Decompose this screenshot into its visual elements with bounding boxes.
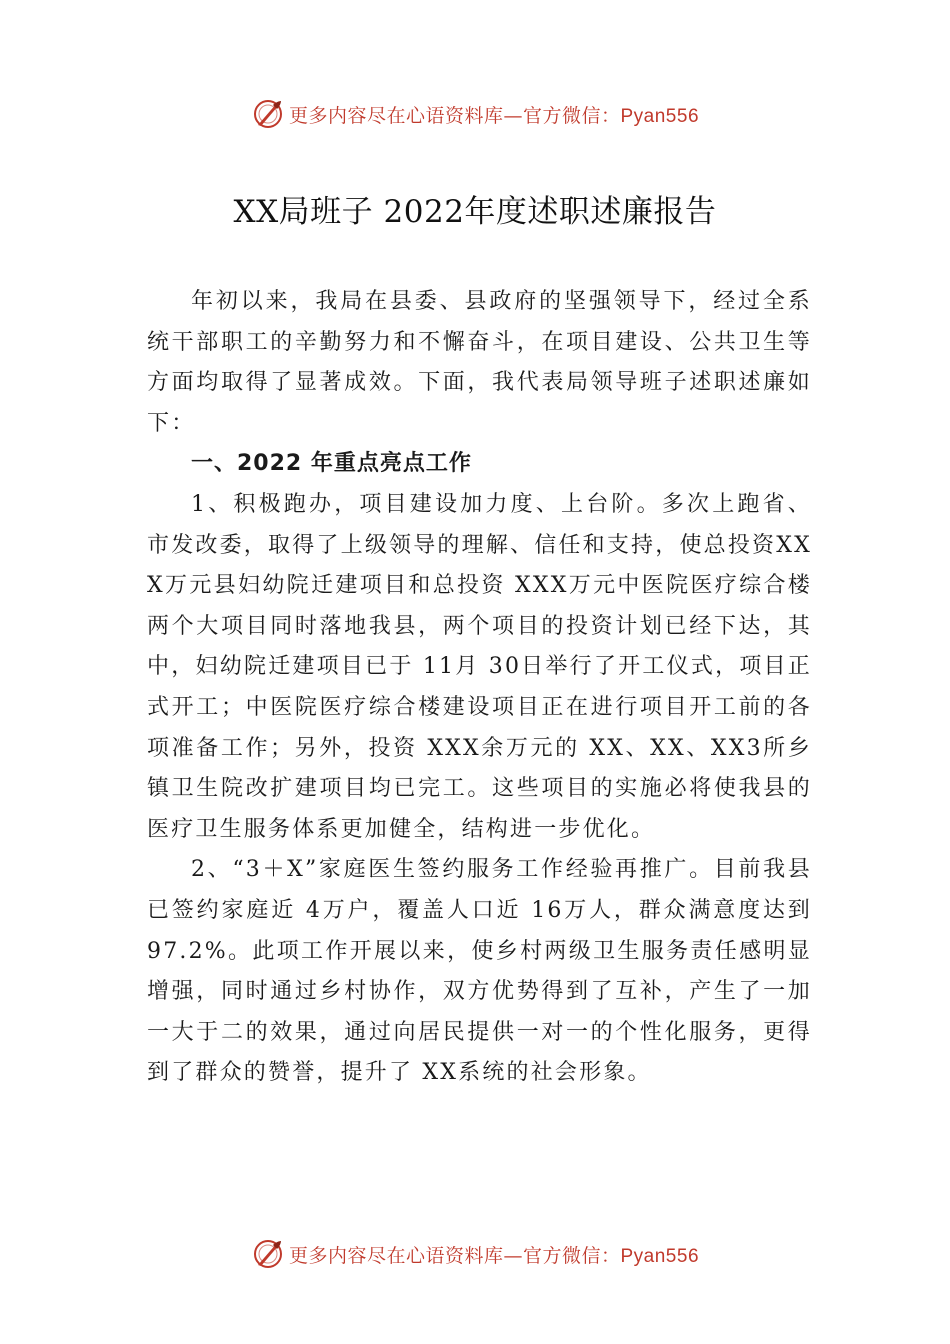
intro-paragraph: 年初以来，我局在县委、县政府的坚强领导下，经过全系统干部职工的辛勤努力和不懈奋斗，在项目建设、公共卫生等方面均取得了显著成效。下面，我代表局领导班子述职述廉如下： [147,289,812,436]
quill-pen-logo-icon [251,97,285,131]
body-paragraph-2: 2、“3＋X”家庭医生签约服务工作经验再推广。目前我县已签约家庭近 4万户，覆盖人口近 16万人，群众满意度达到 97.2%。此项工作开展以来，使乡村两级卫生服务责任感明显增强，同时通过乡村协作，双方优势得到了互补，产生了一加一大于二的效果，通过向居民提供一对一的个性化服务，更得到了群众的赞誉，提升了 XX系统的社会形象。 [147,857,812,1086]
watermark-account: Pyan556 [620,1245,700,1267]
section-heading: 一、2022 年重点亮点工作 [191,451,472,477]
watermark-account: Pyan556 [620,105,700,127]
watermark-banner-bottom [0,1232,950,1276]
watermark-text: 更多内容尽在心语资料库—官方微信：Pyan556 [288,1244,700,1267]
body-paragraph-1: 1、积极跑办，项目建设加力度、上台阶。多次上跑省、市发改委，取得了上级领导的理解、信任和支持，使总投资XXX万元县妇幼院迁建项目和总投资 XXX万元中医院医疗综合楼两个大项目同时落地我县，两个项目的投资计划已经下达，其中，妇幼院迁建项目已于 11月 30日举行了开工仪式，项目正式开工；中医院医疗综合楼建设项目正在进行项目开工前的各项准备工作；另外，投资 XXX余万元的 XX、XX、XX3所乡镇卫生院改扩建项目均已完工。这些项目的实施必将使我县的医疗卫生服务体系更加健全，结构进一步优化。 [147,491,812,842]
document-title: XX局班子 2022年度述职述廉报告 [233,194,717,230]
document-body [147,282,812,1094]
watermark-text: 更多内容尽在心语资料库—官方微信：Pyan556 [288,104,700,127]
quill-pen-logo-icon [251,1237,285,1271]
watermark-banner-top [0,92,950,136]
